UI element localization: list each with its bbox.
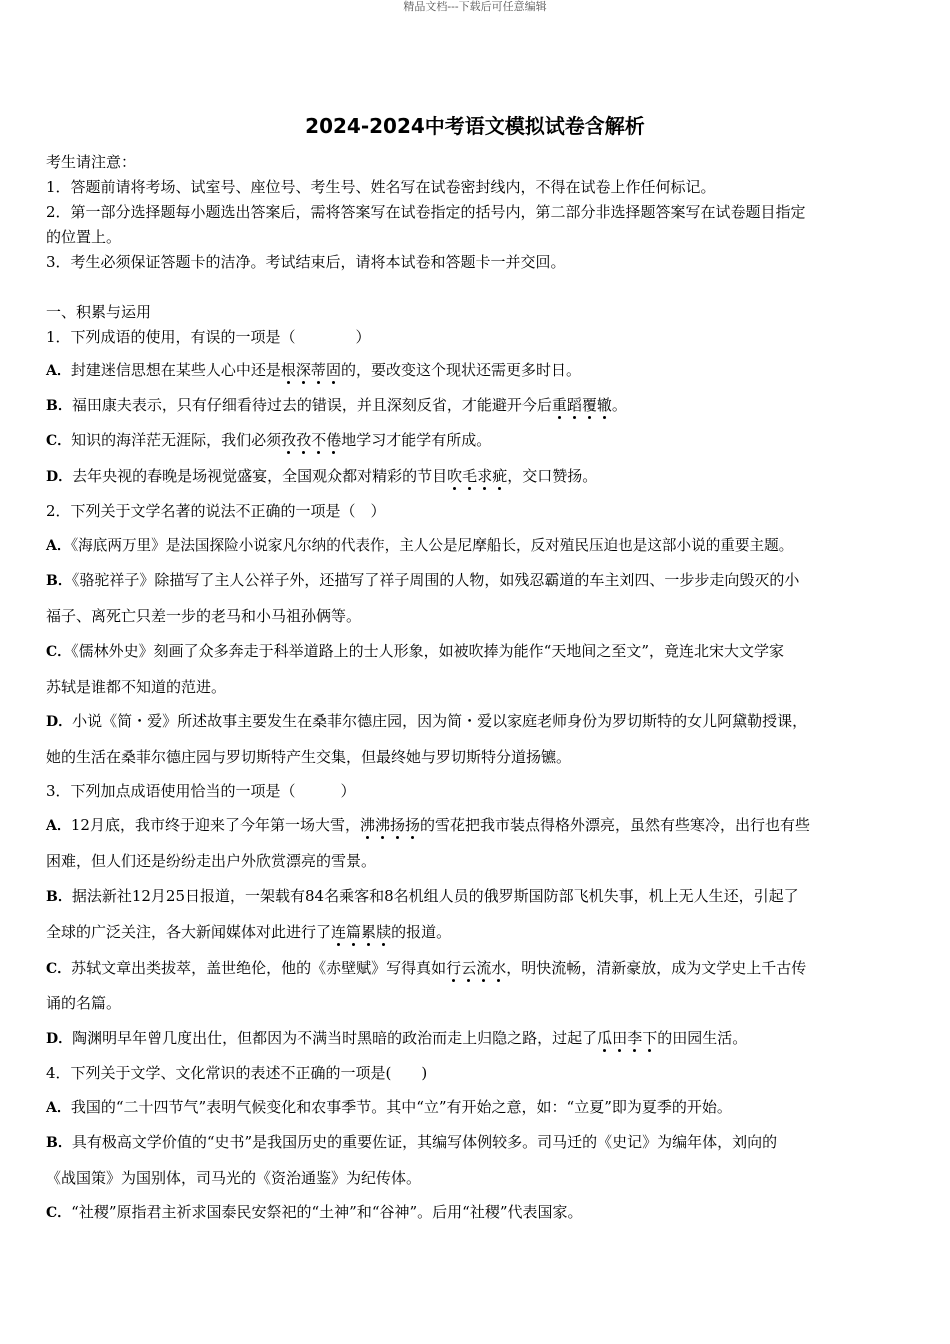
emphasis-dot-char: 沸 <box>359 816 375 834</box>
dotted-idiom <box>281 431 341 449</box>
emphasis-dot-char: 连 <box>331 923 347 941</box>
emphasis-dot-char: 毛 <box>462 467 478 485</box>
option-text: 知识的海洋茫无涯际，我们必须 <box>71 431 282 449</box>
q4-option-b-cont: 《战国策》为国别体，司马光的《资治通鉴》为纪传体。 <box>46 1169 422 1187</box>
q2-option-c-cont: 苏轼是谁都不知道的范进。 <box>46 678 227 696</box>
emphasis-dot-char: 沸 <box>374 816 390 834</box>
option-text: 。 <box>611 396 627 414</box>
q4-option-c <box>46 1202 583 1223</box>
question-1-stem: 1．下列成语的使用，有误的一项是（ ） <box>46 328 371 346</box>
emphasis-dot-char: 求 <box>477 467 493 485</box>
option-text: 全球的广泛关注，各大新闻媒体对此进行了 <box>46 923 332 941</box>
option-text: 《儒林外史》刻画了众多奔走于科举道路上的士人形象，如被吹捧为能作“天地间之至文”，竟连北宋大文学家 <box>71 642 784 660</box>
emphasis-dot-char: 重 <box>551 396 567 414</box>
emphasis-dot-char: 不 <box>311 431 327 449</box>
option-text: 具有极高文学价值的“史书”是我国历史的重要佐证，其编写体例较多。司马迁的《史记》为编年体，刘向的 <box>71 1133 778 1151</box>
q3-option-b-cont <box>46 922 451 942</box>
option-text: 12月底，我市终于迎来了今年第一场大雪， <box>70 816 360 834</box>
emphasis-dot-char: 深 <box>295 361 311 379</box>
option-text: 小说《简・爱》所述故事主要发生在桑菲尔德庄园，因为简・爱以家庭老师身份为罗切斯特的女儿阿黛勒授课， <box>72 712 808 730</box>
option-label: C． <box>46 961 72 977</box>
option-text: 地学习才能学有所成。 <box>341 431 492 449</box>
notice-heading: 考生请注意： <box>46 153 137 171</box>
emphasis-dot-char: 累 <box>361 923 377 941</box>
q1-option-a <box>46 360 581 381</box>
option-label: D． <box>46 469 73 485</box>
emphasis-dot-char: 牍 <box>376 923 392 941</box>
q1-option-d <box>46 466 597 487</box>
q1-option-c <box>46 430 491 451</box>
q4-option-a <box>46 1097 732 1118</box>
option-label: C． <box>46 644 72 660</box>
notice-item: 2．第一部分选择题每小题选出答案后，需将答案写在试卷指定的括号内，第二部分非选择题答案写在试卷题目指定 <box>46 203 806 221</box>
option-text: 《骆驼祥子》除描写了主人公祥子外，还描写了祥子周围的人物，如残忍霸道的车主刘四、一步步走向毁灭的小 <box>71 571 800 589</box>
option-label: B． <box>46 398 72 414</box>
emphasis-dot-char: 下 <box>642 1029 658 1047</box>
option-text: 我国的“二十四节气”表明气候变化和农事季节。其中“立”有开始之意，如：“立夏”即为夏季的开始。 <box>70 1098 732 1116</box>
emphasis-dot-char: 李 <box>627 1029 643 1047</box>
emphasis-dot-char: 吹 <box>447 467 463 485</box>
option-text: “社稷”原指君主祈求国泰民安祭祀的“土神”和“谷神”。后用“社稷”代表国家。 <box>71 1203 583 1221</box>
option-label: D． <box>46 1031 73 1047</box>
option-text: 陶渊明早年曾几度出仕，但都因为不满当时黑暗的政治而走上归隐之路，过起了 <box>72 1029 598 1047</box>
emphasis-dot-char: 辙 <box>596 396 612 414</box>
option-text: 的，要改变这个现状还需更多时日。 <box>340 361 581 379</box>
dotted-idiom <box>552 396 612 414</box>
option-label: A． <box>46 1100 71 1116</box>
emphasis-dot-char: 孜 <box>296 431 312 449</box>
q3-option-c <box>46 958 806 979</box>
emphasis-dot-char: 疵 <box>492 467 508 485</box>
emphasis-dot-char: 水 <box>491 959 507 977</box>
notice-item: 1．答题前请将考场、试室号、座位号、考生号、姓名写在试卷密封线内，不得在试卷上作任何标记。 <box>46 178 716 196</box>
option-label: B． <box>46 1135 72 1151</box>
emphasis-dot-char: 行 <box>446 959 462 977</box>
watermark: 精品文档---下载后可任意编辑 <box>403 0 547 13</box>
q2-option-d-cont: 她的生活在桑菲尔德庄园与罗切斯特产生交集，但最终她与罗切斯特分道扬镳。 <box>46 748 572 766</box>
option-label: C． <box>46 1205 72 1221</box>
option-text: 的报道。 <box>391 923 452 941</box>
option-label: A． <box>46 538 71 554</box>
q3-option-a <box>46 815 810 836</box>
option-label: D． <box>46 714 73 730</box>
q2-option-c <box>46 641 784 662</box>
option-text: 的田园生活。 <box>657 1029 748 1047</box>
q2-option-b-cont: 福子、离死亡只差一步的老马和小马祖孙俩等。 <box>46 607 362 625</box>
dotted-idiom <box>331 923 391 941</box>
dotted-idiom <box>281 361 341 379</box>
q3-option-c-cont: 诵的名篇。 <box>46 994 122 1012</box>
emphasis-dot-char: 流 <box>476 959 492 977</box>
q3-option-d <box>46 1028 747 1049</box>
q1-option-b <box>46 395 627 416</box>
dotted-idiom <box>360 816 420 834</box>
emphasis-dot-char: 蹈 <box>566 396 582 414</box>
emphasis-dot-char: 根 <box>280 361 296 379</box>
option-label: B． <box>46 573 72 589</box>
notice-item: 3．考生必须保证答题卡的洁净。考试结束后，请将本试卷和答题卡一并交回。 <box>46 253 566 271</box>
notice-item: 的位置上。 <box>46 228 122 246</box>
question-4-stem: 4．下列关于文学、文化常识的表述不正确的一项是( ) <box>46 1064 428 1082</box>
q4-option-b <box>46 1132 777 1153</box>
q2-option-b <box>46 570 799 591</box>
q3-option-b <box>46 886 799 907</box>
emphasis-dot-char: 蒂 <box>310 361 326 379</box>
q3-option-a-cont: 困难，但人们还是纷纷走出户外欣赏漂亮的雪景。 <box>46 852 377 870</box>
question-3-stem: 3．下列加点成语使用恰当的一项是（ ） <box>46 782 356 800</box>
option-text: 的雪花把我市装点得格外漂亮，虽然有些寒冷，出行也有些 <box>420 816 811 834</box>
emphasis-dot-char: 瓜 <box>597 1029 613 1047</box>
emphasis-dot-char: 扬 <box>405 816 421 834</box>
option-label: C． <box>46 433 72 449</box>
option-text: 福田康夫表示，只有仔细看待过去的错误，并且深刻反省，才能避开今后 <box>71 396 552 414</box>
emphasis-dot-char: 扬 <box>390 816 406 834</box>
emphasis-dot-char: 固 <box>325 361 341 379</box>
emphasis-dot-char: 篇 <box>346 923 362 941</box>
option-text: ，交口赞扬。 <box>507 467 598 485</box>
page-title: 2024-2024中考语文模拟试卷含解析 <box>305 114 645 138</box>
emphasis-dot-char: 云 <box>461 959 477 977</box>
emphasis-dot-char: 田 <box>612 1029 628 1047</box>
option-label: B． <box>46 889 72 905</box>
option-label: A． <box>46 818 71 834</box>
option-text: 《海底两万里》是法国探险小说家凡尔纳的代表作，主人公是尼摩船长，反对殖民压迫也是这部小说的重要主题。 <box>70 537 794 554</box>
option-label: A． <box>46 363 71 379</box>
question-2-stem: 2．下列关于文学名著的说法不正确的一项是（ ） <box>46 502 386 520</box>
emphasis-dot-char: 孜 <box>281 431 297 449</box>
dotted-idiom <box>447 467 507 485</box>
emphasis-dot-char: 覆 <box>581 396 597 414</box>
q2-option-a <box>46 536 793 556</box>
option-text: 去年央视的春晚是场视觉盛宴，全国观众都对精彩的节目 <box>72 467 448 485</box>
section-heading: 一、积累与运用 <box>46 303 152 321</box>
dotted-idiom <box>597 1029 657 1047</box>
option-text: 苏轼文章出类拔萃，盖世绝伦，他的《赤壁赋》写得真如 <box>71 959 447 977</box>
option-text: 据法新社12月25日报道，一架载有84名乘客和8名机组人员的俄罗斯国防部飞机失事，机上无人生还，引起了 <box>71 887 799 905</box>
emphasis-dot-char: 倦 <box>326 431 342 449</box>
dotted-idiom <box>446 959 506 977</box>
option-text: 封建迷信思想在某些人心中还是 <box>70 361 281 379</box>
option-text: ，明快流畅，清新豪放，成为文学史上千古传 <box>506 959 807 977</box>
q2-option-d <box>46 711 807 732</box>
